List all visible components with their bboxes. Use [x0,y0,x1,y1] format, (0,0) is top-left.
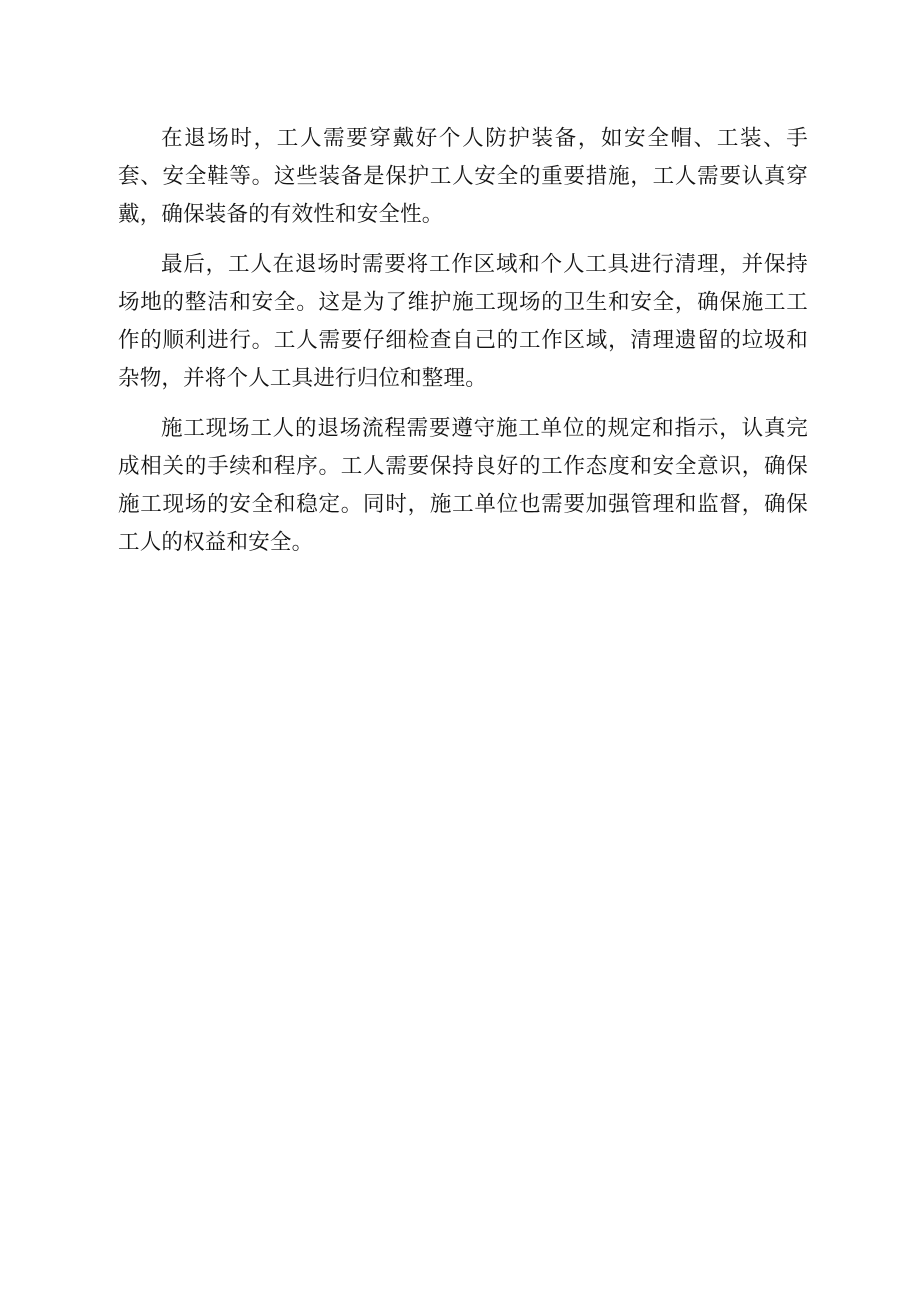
paragraph-cleanup: 最后，工人在退场时需要将工作区域和个人工具进行清理，并保持场地的整洁和安全。这是为了维护施工现场的卫生和安全，确保施工工作的顺利进行。工人需要仔细检查自己的工作区域，清理遗留的垃圾和杂物，并将个人工具进行归位和整理。 [118,252,808,391]
paragraph-protective-equipment: 在退场时，工人需要穿戴好个人防护装备，如安全帽、工装、手套、安全鞋等。这些装备是保护工人安全的重要措施，工人需要认真穿戴，确保装备的有效性和安全性。 [118,126,808,227]
paragraph-exit-procedure: 施工现场工人的退场流程需要遵守施工单位的规定和指示，认真完成相关的手续和程序。工人需要保持良好的工作态度和安全意识，确保施工现场的安全和稳定。同时，施工单位也需要加强管理和监督，确保工人的权益和安全。 [118,416,808,555]
document-body [118,120,808,574]
